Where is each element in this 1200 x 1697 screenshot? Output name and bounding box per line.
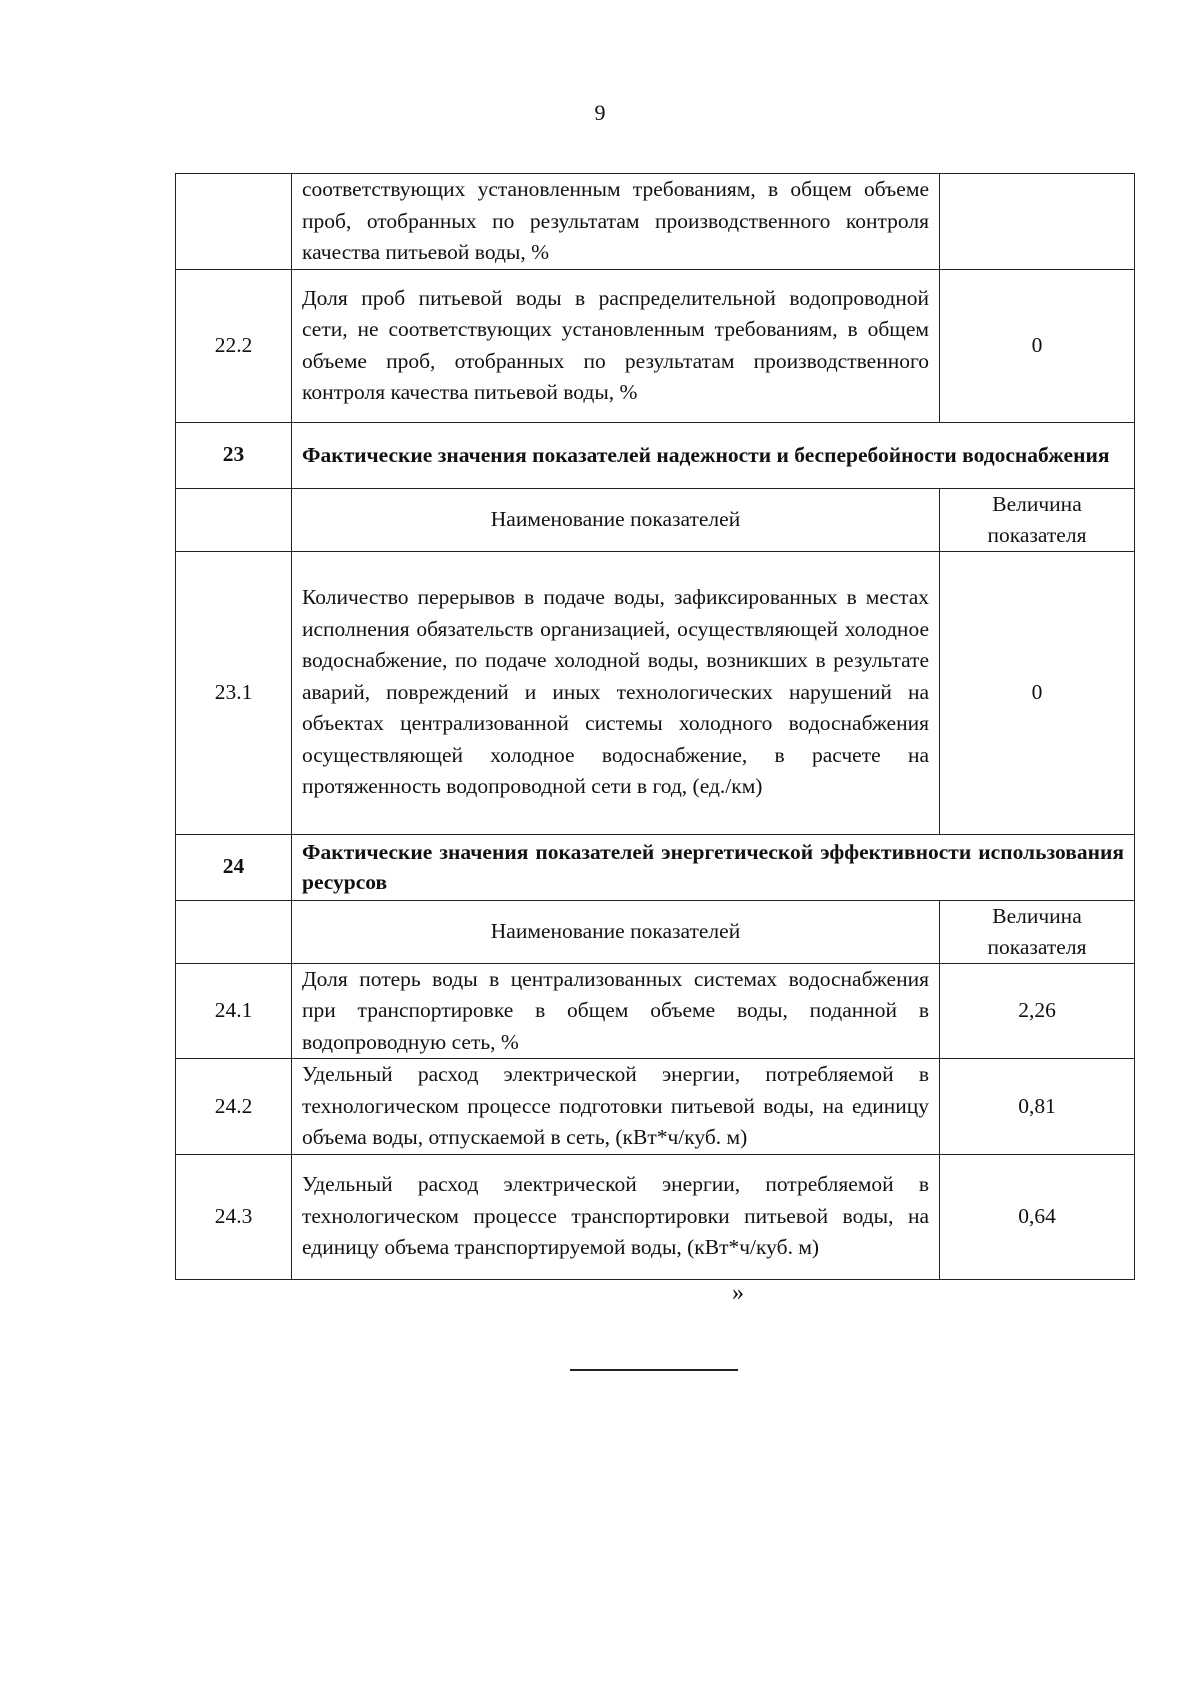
indicator-value: 0 [940,269,1135,422]
indicator-name: Удельный расход электрической энергии, потребляемой в технологическом процессе подготовки питьевой воды, на единицу объема воды, отпускаемой в сеть, (кВт*ч/куб. м) [292,1059,940,1155]
section-number: 23 [176,422,292,488]
row-number: 22.2 [176,269,292,422]
closing-quote-mark: » [732,1280,744,1306]
row-number: 23.1 [176,551,292,834]
indicator-name: соответствующих установленным требованиям, в общем объеме проб, отобранных по результатам производственного контроля качества питьевой воды, % [292,174,940,270]
table-row-24-3 [176,1154,1135,1279]
section-title: Фактические значения показателей энергетической эффективности использования ресурсов [292,834,1135,900]
indicator-name: Доля проб питьевой воды в распределительной водопроводной сети, не соответствующих установленным требованиям, в общем объеме проб, отобранных по результатам производственного контроля качества питьевой воды, % [292,269,940,422]
table-row-24-1 [176,963,1135,1059]
column-header-name: Наименование показателей [292,488,940,551]
indicator-name: Доля потерь воды в централизованных системах водоснабжения при транспортировке в общем объеме воды, поданной в водопроводную сеть, % [292,963,940,1059]
row-number: 24.3 [176,1154,292,1279]
end-divider [570,1369,738,1371]
indicator-value: 0,64 [940,1154,1135,1279]
column-subheader [176,900,1135,963]
section-heading-23 [176,422,1135,488]
section-heading-24 [176,834,1135,900]
column-header-value: Величина показателя [940,900,1135,963]
table-row-23-1 [176,551,1135,834]
indicator-value: 2,26 [940,963,1135,1059]
section-title: Фактические значения показателей надежности и бесперебойности водоснабжения [292,422,1135,488]
page-number: 9 [594,100,606,125]
empty-cell [176,488,292,551]
indicator-name: Количество перерывов в подаче воды, зафиксированных в местах исполнения обязательств организацией, осуществляющей холодное водоснабжение, по подаче холодной воды, возникших в результате аварий, повреждений и иных технологических нарушений на объектах централизованной системы холодного водоснабжения осуществляющей холодное водоснабжение, в расчете на протяженность водопроводной сети в год, (ед./км) [292,551,940,834]
row-number [176,174,292,270]
column-header-value: Величина показателя [940,488,1135,551]
row-number: 24.1 [176,963,292,1059]
table-row-24-2 [176,1059,1135,1155]
section-number: 24 [176,834,292,900]
column-subheader [176,488,1135,551]
column-header-name: Наименование показателей [292,900,940,963]
indicator-value: 0,81 [940,1059,1135,1155]
indicator-name: Удельный расход электрической энергии, потребляемой в технологическом процессе транспортировки питьевой воды, на единицу объема транспортируемой воды, (кВт*ч/куб. м) [292,1154,940,1279]
row-number: 24.2 [176,1059,292,1155]
indicator-value [940,174,1135,270]
indicator-value: 0 [940,551,1135,834]
indicators-table [175,173,1135,1280]
empty-cell [176,900,292,963]
table-row-22-2 [176,269,1135,422]
table-row-continuation [176,174,1135,270]
